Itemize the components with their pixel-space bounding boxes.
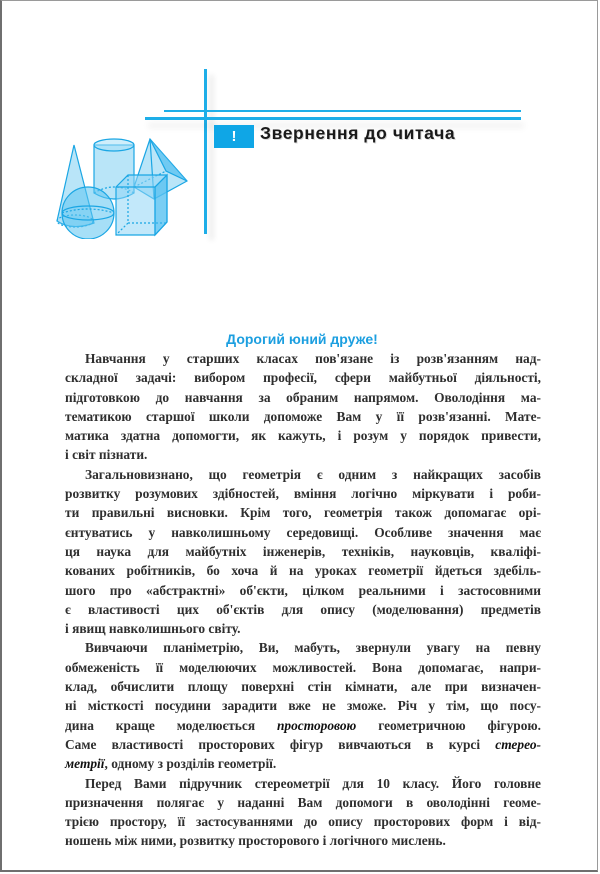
- paragraph-2: [65, 465, 541, 639]
- exclamation-icon: !: [214, 125, 254, 148]
- text-line: призначення полягає у наданні Вам допомоги в оволодінні геоме-: [65, 794, 541, 810]
- text-line: клад, обчислити площу поверхні стін кімнати, але при визначен-: [65, 679, 541, 695]
- greeting-heading: Дорогий юний друже!: [226, 331, 378, 347]
- body-text: [65, 349, 541, 851]
- text-line: Саме властивості просторових фігур вивчаються в курсі стерео-: [65, 736, 541, 752]
- text-line: підготовкою до навчання за обраним напрямом. Оволодіння ма-: [65, 389, 541, 405]
- paragraph-3: [65, 638, 541, 773]
- paragraph-4: [65, 774, 541, 851]
- decorative-horizontal-line-bottom: [145, 117, 521, 120]
- text-line: тематикою старшої школи допоможе Вам у її розв'язанні. Мате-: [65, 408, 541, 424]
- text-line: метрії, одному з розділів геометрії.: [65, 756, 277, 772]
- decorative-vertical-line: [204, 69, 207, 234]
- geometric-shapes-illustration: [54, 135, 204, 239]
- text-line: шого про «абстрактні» об'єкти, цілком реальними і застосовними: [65, 582, 541, 598]
- text-line: Навчання у старших класах пов'язане із розв'язанням над-: [85, 351, 541, 366]
- text-line: є властивості цих об'єктів для опису (моделювання) предметів: [65, 601, 541, 617]
- text-line: єнтуватись у навколишньому середовищі. Особливе значення має: [65, 524, 541, 540]
- decorative-horizontal-line-top: [164, 110, 521, 112]
- text-line: і світ пізнати.: [65, 447, 148, 463]
- text-line: ношень між ними, розвитку просторового і логічного мислень.: [65, 833, 446, 849]
- text-line: трією простору, її застосуваннями до опису просторових форм і від-: [65, 814, 541, 830]
- text-line: матика здатна допомогти, як кажуть, і розум у порядок привести,: [65, 428, 541, 444]
- text-line: дина краще моделюється просторовою геометричною фігурою.: [65, 717, 541, 733]
- text-line: Перед Вами підручник стереометрії для 10 класу. Його головне: [85, 775, 541, 791]
- text-line: ця наука для майбутніх інженерів, техніків, науковців, кваліфі-: [65, 543, 541, 559]
- text-line: обмеженість її моделюючих можливостей. Вона допомагає, напри-: [65, 659, 541, 675]
- text-line: складної задачі: вибором професії, сфери майбутньої діяльності,: [65, 370, 541, 386]
- text-line: ти правильні висновки. Крім того, геометрія також допомагає орі-: [65, 505, 541, 521]
- emphasized-term: стерео-: [495, 736, 541, 752]
- emphasized-term: просторовою: [276, 717, 357, 733]
- text-line: кованих робітників, бо хоча й на уроках геометрії йдеться здебіль-: [65, 563, 541, 579]
- text-line: ні місткості посудини зарадити вже не зможе. Річ у тім, що посу-: [65, 698, 541, 714]
- sphere-icon: [62, 187, 114, 239]
- paragraph-1: [65, 349, 541, 465]
- text-line: і явищ навколишнього світу.: [65, 621, 241, 637]
- section-title: Звернення до читача: [260, 123, 456, 143]
- text-line: Загальновизнано, що геометрія є одним з найкращих засобів: [85, 466, 541, 482]
- cube-icon: [116, 175, 167, 235]
- text-line: Вивчаючи планіметрію, Ви, мабуть, звернули увагу на певну: [85, 640, 541, 656]
- text-line: розвитку розумових здібностей, вміння логічно міркувати і роби-: [65, 486, 541, 502]
- emphasized-term: метрії: [65, 756, 105, 772]
